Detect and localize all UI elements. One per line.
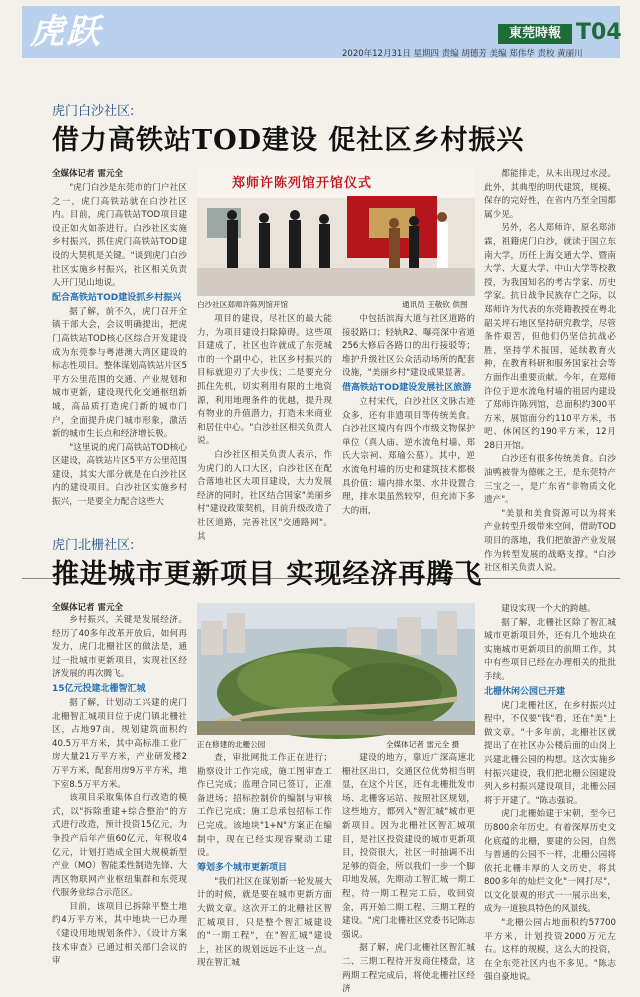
paragraph: "我们社区在谋划新一轮发展大计的时候，就是要在城市更新方面大做文章。这次开工的北栅社区智汇城项目，只是整个智汇城建设的"一期工程"，在"智汇城"建设上，社区的规划远远不止这一点。现在智汇城 <box>197 876 332 969</box>
paragraph: 白沙社区相关负责人表示，作为虎门的人口大区，白沙社区在配合落地社区大项目建设，大力发展经济的同时，社区结合国家"美丽乡村"建设政策契机，目前升级改造了社区道路，完善社区"交通路网"。其 <box>197 449 332 542</box>
paragraph: "这里说的虎门高铁站TOD核心区建设，高铁站片区5平方公里范围建设，其实大部分就是在白沙社区内的建设项目。白沙社区实施乡村振兴，一是要全力配合这些大 <box>52 442 187 508</box>
paragraph: "北栅公园占地面积约57700平方米，计划投资2000万元左右。这样的规模，这么大的投资，在全东莞社区内也不多见。"陈志强自豪地说。 <box>484 918 616 983</box>
paragraph: 建设的地方，靠近广深高速北栅社区出口，交通区位优势相当明显，在这个片区，还有北栅批发市场、北栅客运站、按照社区规划，这些地方，都列入"智汇城"城市更新项目。因为北栅社区智汇城项目，是社区投资建设的城市更新项目，投资很大，社区一时抽调不出足够的资金，所以我们一步一个脚印地发展，先期动工智汇城一期工程，待一期工程完工后，收回资金，再开始二期工程、三期工程的建设。"虎门北栅社区党委书记陈志强说。 <box>342 753 475 940</box>
paragraph: "虎门白沙是东莞市的门户社区之一，虎门高铁站就在白沙社区内。目前，虎门高铁站TOD项目建设正如火如荼进行。白沙社区实施乡村振兴，抓住虎门高铁站TOD建设的大契机是关键。"谈到虎门白沙社区实施乡村振兴，社区相关负责人开门见山地说。 <box>52 183 187 289</box>
story2-kicker: 虎门北栅社区: <box>52 538 135 553</box>
story2-column-4 <box>484 603 616 983</box>
story1-photo-credit: 通讯员 王敬钦 供图 <box>402 300 468 309</box>
subheading: 配合高铁站TOD建设抓乡村振兴 <box>52 292 182 303</box>
subheading: 15亿元投建北栅智汇城 <box>52 683 146 694</box>
paragraph: 虎门北栅社区，在乡村振兴过程中，不仅要"钱"看，还在"美"上做文章。"十多年前，北栅社区就提出了在社区办公楼后面的山岗上兴建北栅公园的构想。这次实施乡村振兴建设，我们把北栅公园建设列入乡村振兴建设项目，北栅公园将于开建了。"陈志强说。 <box>484 700 616 806</box>
photo-banner-text: 郑师许陈列馆开馆仪式 <box>232 176 373 191</box>
paragraph: 据了解，前不久，虎门召开全镇干部大会，会议明确提出，把虎门高铁站TOD核心区综合开发建设成为东莞参与粤港澳大湾区建设的标志性项目。整体谋划高铁站片区5平方公里范围的交通、产业规划和城市更新，建设现代化交通枢纽新城，高品质打造虎门新的城市门户，全面提升虎门城市形象，激活新的城市生长点和经济增长极。 <box>52 306 187 440</box>
paragraph: 乡村振兴，关键是发展经济。经历了40多年改革开放后，如何再发力，虎门北栅社区的做法是，通过一批城市更新项目，实现社区经济发展的再次腾飞。 <box>52 615 187 680</box>
story1-column-1 <box>52 182 187 570</box>
paragraph: 据了解，北栅社区除了智汇城城市更新项目外，还有几个地块在实施城市更新项目的前期工作，其中有些项目已经在办理相关的批批手续。 <box>484 617 616 682</box>
story1-column-3 <box>342 313 475 570</box>
story1-kicker: 虎门白沙社区: <box>52 104 135 119</box>
story1-headline: 借力高铁站TOD建设 促社区乡村振兴 <box>52 125 525 156</box>
story2-photo <box>197 603 475 735</box>
subheading: 筹划多个城市更新项目 <box>197 862 288 873</box>
paragraph: 目前，该项目已拆除平整土地约4万平方米，其中地块一已办理《建设用地规划条件》、《设计方案技术审查》已通过相关部门会议的审 <box>52 901 187 967</box>
paragraph: "美景和美食资源可以为将来产业转型升级带来空间，借助TOD项目的落地，我们把旅游产业发展作为转型发展的战略支撑。"白沙社区相关负责人说。 <box>484 508 616 574</box>
page-number: T04 <box>576 20 622 45</box>
story1-column-2 <box>197 313 332 570</box>
story1-byline: 全媒体记者 雷元全 <box>52 169 123 179</box>
paragraph: 另外，名人郑师许，原名郑沛霖，祖籍虎门白沙，就读于国立东南大学，历任上海交通大学、暨南大学、大夏大学、中山大学等校教授，为我国知名的考古学家、历史学家。抗日战争民族存亡之际，以郑师许为代表的东莞籍教授在粤北韶关坪石地区坚持研究教学，尽管条件艰苦，但他们仍坚信抗战必胜，坚持学术报国，延续教育火种，在教育科研和服务国家社会等方面作出重要贡献。今年，在郑师许位于逆水流龟村墙的祖居内建设了郑师许陈列馆，总面积约300平方米，展馆面分约110平方米，书吧、休闲区约190平方米，12月28日开馆。 <box>484 223 616 451</box>
story2-column-3 <box>342 752 475 995</box>
story2-headline: 推进城市更新项目 实现经济再腾飞 <box>52 559 483 590</box>
subheading: 借高铁站TOD建设发展社区旅游 <box>342 382 472 393</box>
paragraph: 白沙还有很多传统美食。白沙油鸭被誉为德帐之王，是东莞特产三宝之一，是广东省"非物质文化遗产"。 <box>484 454 616 506</box>
paragraph: 中包括滨海大道与社区道路的接驳路口；轻轨R2、曝亮深中省道256大修后各路口的出行接驳等；堆护升级社区公众活动场所的配套设施，"美丽乡村"建设成果显著。 <box>342 314 475 379</box>
story2-column-2 <box>197 752 332 978</box>
story2-photo-caption: 正在修建的北栅公园 <box>197 740 266 749</box>
paragraph: 建设实现一个大的跨越。 <box>501 604 596 614</box>
subheading: 北栅休闲公园已开建 <box>484 686 566 697</box>
story1-photo-caption: 白沙社区郑师许陈列馆开馆 <box>197 300 289 309</box>
story1-column-4 <box>484 168 616 574</box>
paragraph: 立村宋代，白沙社区文脉古迹众多，还有非遗项目等传统美食。白沙社区境内有四个市级文物保护单位（真人庙、逆水流龟村墙、郑氏大宗祠、郑瑜公墓）。其中，逆水流龟村墙的历史和建筑技术都极具价值：墙内排水渠、水井设置合理，排水渠虽然较窄，但充沛下多大的雨， <box>342 396 475 516</box>
section-title: 虎跃 <box>30 12 102 52</box>
paragraph: 该项目采取集体自行改造的模式，以"拆除重建+综合整治"的方式进行改造，预计投资15亿元，为争投产后年产值60亿元，年税收4亿元，计划打造成全国大规模新型产业（MO）智能柔性制造先锋、大湾区物联网产业枢纽集群和东莞现代服务业综合示范区。 <box>52 793 187 899</box>
story2-photo-credit: 全媒体记者 雷元全 摄 <box>386 740 460 749</box>
paragraph: 查，审批网批工作正在进行；勘察设计工作完成，施工图审查工作已完成；监理合同已签订，正准备进场；招标控制价的编制与审核工作已完成；施工总承包招标工作已完成。该地块"1+N"方案正在编制中，现在已经实现容聚动工建设。 <box>197 753 332 859</box>
paragraph: 据了解，计划动工兴建的虎门北栅智汇城项目位于虎门镇北栅社区，占地97亩，规划建筑面积约40.5万平方米，其中高标准工业厂房大量21万平方米，产业研发楼2万平方米，配套用房9万平方米，地下室8.5万平方米。 <box>52 697 187 790</box>
paragraph: 都能排走，从未出现过水浸。此外，其典型的明代建筑，规模、保存的完好性，在省内乃至全国都属少见。 <box>484 169 616 220</box>
paragraph: 据了解，虎门北栅社区智汇城二、三期工程待开发商住楼盘，这两期工程完成后，将使北栅社区经济 <box>342 943 475 995</box>
page-meta: 2020年12月31日 星期四 责编 胡德芳 美编 郑伟华 责校 黄丽川 <box>342 49 583 59</box>
story2-byline: 全媒体记者 雷元全 <box>52 603 123 613</box>
story2-column-1 <box>52 614 187 978</box>
paragraph: 项目的建设，尽社区的最大能力，为项目建设扫除障碍。这些项目建成了，社区也许就成了东莞城市的一个副中心，社区乡村振兴的目标就迎刃了大步伐；二是要充分抓住先机，切实利用有限的土地资源，利用地理条件的优越，提升现有物业的升值潜力，打造未来商业和居住中心。"白沙社区相关负责人说。 <box>197 314 332 447</box>
newspaper-logo: 東莞時報 <box>498 24 572 44</box>
paragraph: 虎门北栅始建于宋朝，至今已历800余年历史。有着深厚历史文化底蕴的北栅，要建的公园，自然与普通的公园不一样，北栅公园将依托北栅丰厚的人文历史，将其800多年的灿烂文化"一网打尽"，以文化景观的形式一一展示出来，成为一道独具特色的风景线。 <box>484 809 616 915</box>
